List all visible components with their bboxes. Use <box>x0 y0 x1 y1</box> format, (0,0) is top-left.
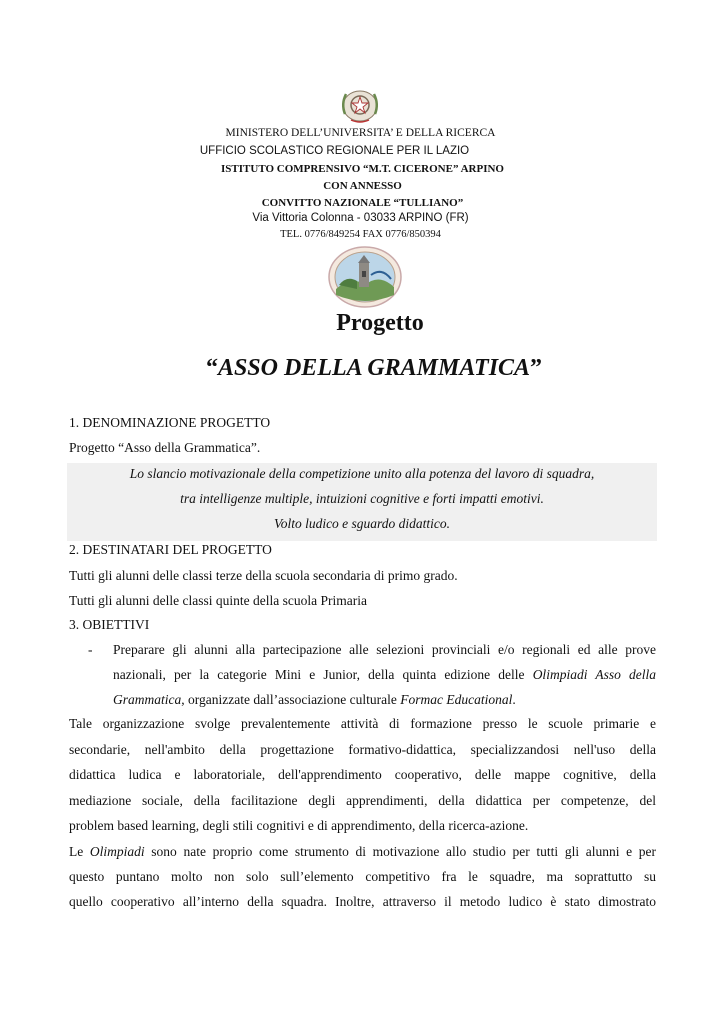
paragraph2-line-2: questo puntano molto non solo sull’elemento competitivo fra le squadre, ma soprattutto su <box>69 869 656 884</box>
paragraph1-line-5: problem based learning, degli stili cognitivi e di apprendimento, della ricerca-azione. <box>69 818 529 833</box>
ministry-line: MINISTERO DELL’UNIVERSITA’ E DELLA RICERCA <box>225 127 496 139</box>
italian-republic-emblem-icon <box>337 84 383 126</box>
bullet-line-3-end: . <box>512 692 516 707</box>
section2-line-2: Tutti gli alunni delle classi quinte della scuola Primaria <box>69 593 367 608</box>
section1-heading: 1. DENOMINAZIONE PROGETTO <box>69 415 271 430</box>
address-line: Via Vittoria Colonna - 03033 ARPINO (FR) <box>252 212 469 224</box>
office-line: UFFICIO SCOLASTICO REGIONALE PER IL LAZIO <box>199 145 470 157</box>
convitto-line: CONVITTO NAZIONALE “TULLIANO” <box>261 197 464 209</box>
section2-heading: 2. DESTINATARI DEL PROGETTO <box>69 542 272 557</box>
title-close-quote: ” <box>530 355 543 381</box>
section3-heading: 3. OBIETTIVI <box>69 617 150 632</box>
bullet-line-1: Preparare gli alunni alla partecipazione alle selezioni provinciali e/o regionali ed alle prove <box>113 642 656 657</box>
bullet-line-3 <box>113 692 516 708</box>
phone-fax-line: TEL. 0776/849254 FAX 0776/850394 <box>280 229 441 240</box>
title-project-name <box>0 355 725 382</box>
paragraph2-line-1-rest: sono nate proprio come strumento di motivazione allo studio per tutti gli alunni e per <box>144 844 656 859</box>
paragraph2-line-3: quello cooperativo all’interno della squadra. Inoltre, attraverso il metodo ludico è stato dimostrato <box>69 894 656 909</box>
annex-line: CON ANNESSO <box>323 180 402 192</box>
quote-line-2: tra intelligenze multiple, intuizioni cognitive e forti impatti emotivi. <box>180 491 544 506</box>
bullet-line-3-text: , organizzate dall’associazione culturale <box>181 692 401 707</box>
institute-line: ISTITUTO COMPRENSIVO “M.T. CICERONE” ARPINO <box>221 163 504 175</box>
bullet-line-3-italic-2: Formac Educational <box>400 692 513 707</box>
bullet-line-3-italic: Grammatica <box>113 692 182 707</box>
paragraph1-line-3: didattica ludica e laboratoriale, dell'apprendimento cooperativo, delle mappe cognitive, della <box>69 767 656 782</box>
title-progetto: Progetto <box>336 310 424 336</box>
quote-line-1: Lo slancio motivazionale della competizione unito alla potenza del lavoro di squadra, <box>129 466 595 481</box>
paragraph2-line-1-start: Le <box>69 844 90 859</box>
paragraph1-line-4: mediazione sociale, della facilitazione degli apprendimenti, della didattica per competenze, del <box>69 793 656 808</box>
title-open-quote: “ <box>205 355 218 381</box>
quote-line-3: Volto ludico e sguardo didattico. <box>273 516 451 531</box>
paragraph2-line-1-italic: Olimpiadi <box>89 844 145 859</box>
section2-line-1: Tutti gli alunni delle classi terze della scuola secondaria di primo grado. <box>69 568 458 583</box>
paragraph1-line-2: secondarie, nell'ambito della progettazione formativo-didattica, specializzandosi nell'uso della <box>69 742 656 757</box>
bullet-line-2 <box>113 667 656 683</box>
section1-text: Progetto “Asso della Grammatica”. <box>69 440 261 455</box>
title-italic-text: ASSO DELLA GRAMMATICA <box>217 355 531 381</box>
bullet-line-2-text: nazionali, per la categorie Mini e Junior, della quinta edizione delle <box>113 667 533 682</box>
paragraph2-line-1 <box>69 844 656 860</box>
school-seal-logo-icon <box>327 245 403 309</box>
bullet-dash: - <box>88 642 93 657</box>
bullet-line-2-italic: Olimpiadi Asso della <box>532 667 656 682</box>
paragraph1-line-1: Tale organizzazione svolge prevalentemente attività di formazione presso le scuole primarie e <box>69 716 656 731</box>
